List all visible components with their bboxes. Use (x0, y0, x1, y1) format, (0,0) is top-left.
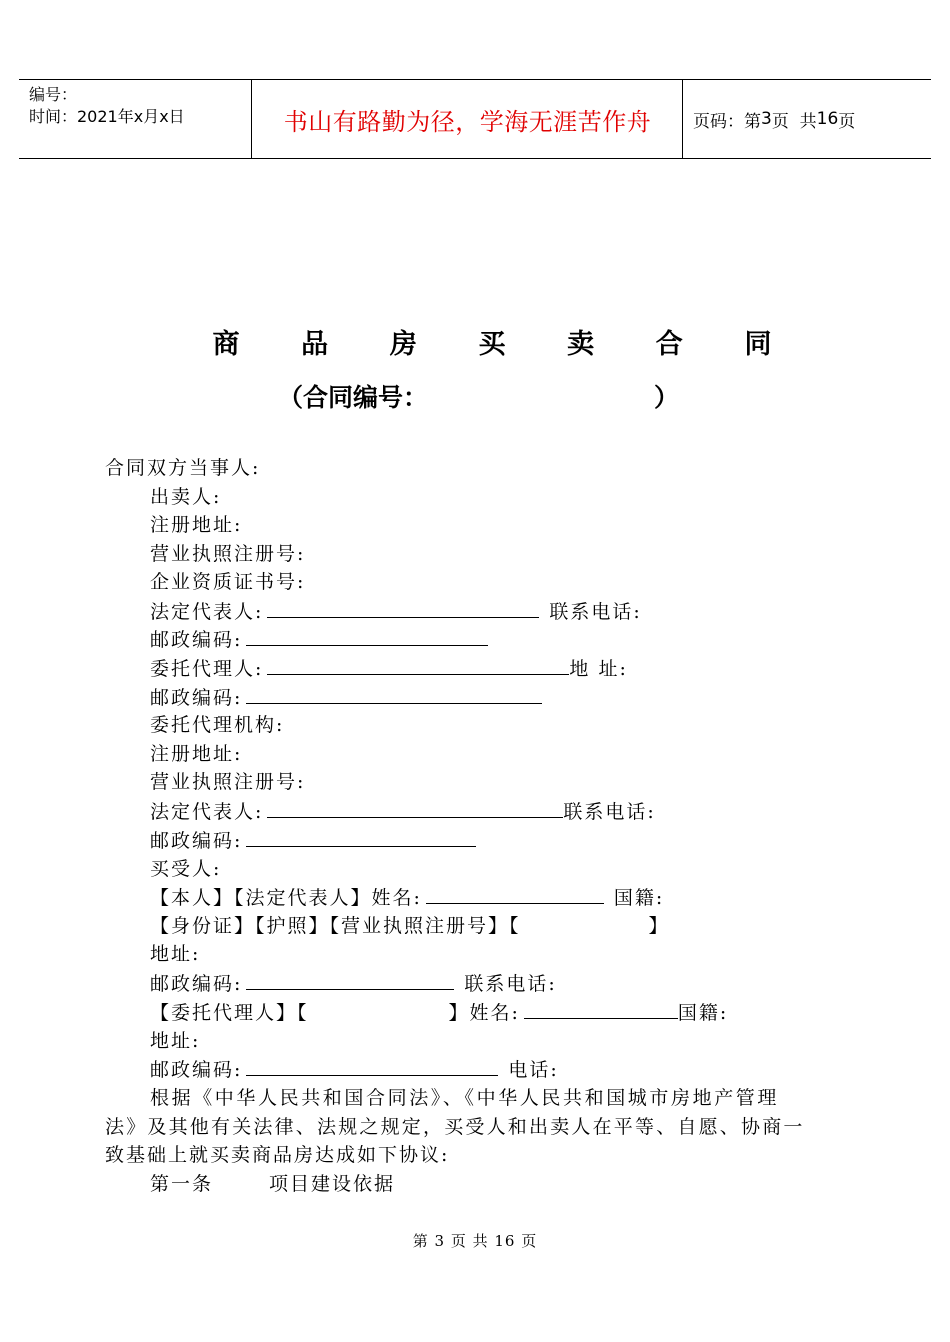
postcode-label: 邮政编码: (150, 687, 243, 709)
title-char: 商 (212, 329, 240, 360)
postcode-blank (246, 970, 454, 990)
seller-legal-rep-line (150, 598, 642, 625)
footer-total: 16 (494, 1232, 516, 1250)
postcode-blank (246, 626, 488, 646)
postcode-label: 邮政编码: (150, 973, 243, 995)
page-total: 16 (816, 109, 839, 129)
phone-label: 电话: (508, 1059, 559, 1081)
agency-postcode-line (150, 827, 480, 854)
title-char: 买 (478, 329, 506, 360)
bracket-close: 】 (648, 915, 670, 937)
agent-blank (267, 655, 569, 675)
buyer-agent-label: 【委托代理人】【 (150, 1002, 309, 1024)
contact-phone-label: 联系电话: (549, 601, 642, 623)
page-footer (0, 1230, 950, 1251)
contact-phone-label: 联系电话: (464, 973, 557, 995)
address-label: 地 址: (569, 658, 628, 680)
legal-rep-label: 法定代表人: (150, 601, 264, 623)
seller-label: 出卖人: (150, 486, 222, 508)
nationality-label: 国籍: (677, 1002, 729, 1024)
buyer-agent-line (150, 999, 728, 1026)
seller-postcode-line (150, 626, 492, 653)
buyer-id-types: 【身份证】【护照】【营业执照注册号】【 (150, 915, 521, 937)
postcode-blank (246, 1056, 498, 1076)
agency-license-no: 营业执照注册号: (150, 771, 306, 793)
postcode-label: 邮政编码: (150, 830, 243, 852)
preamble-line-3: 致基础上就买卖商品房达成如下协议: (105, 1144, 450, 1166)
header-page-indicator (693, 80, 931, 158)
title-char: 卖 (567, 329, 595, 360)
footer-prefix: 第 (412, 1232, 429, 1250)
contract-number-label: （合同编号： (278, 383, 429, 412)
header-meta (29, 84, 251, 128)
preamble-line-2: 法》及其他有关法律、法规之规定，买受人和出卖人在平等、自愿、协商一 (105, 1116, 805, 1138)
buyer-agent-address: 地址: (150, 1030, 201, 1052)
agent-label: 委托代理人: (150, 658, 264, 680)
article-number: 第一条 (150, 1173, 214, 1195)
buyer-agent-name-blank (524, 999, 678, 1019)
buyer-label: 买受人: (150, 858, 222, 880)
seller-qualification-no: 企业资质证书号: (150, 571, 306, 593)
contract-number-line (278, 378, 678, 418)
page-number: 3 (761, 109, 772, 129)
buyer-name-blank (426, 884, 604, 904)
buyer-name-label: 【本人】【法定代表人】姓名: (150, 887, 422, 909)
footer-mid: 页 共 (450, 1232, 489, 1250)
contact-phone-label: 联系电话: (563, 801, 656, 823)
page-prefix: 页码：第 (693, 111, 761, 132)
header-divider (682, 80, 683, 158)
preamble-line-1: 根据《中华人民共和国合同法》、《中华人民共和国城市房地产管理 (150, 1087, 780, 1109)
document-title (212, 322, 772, 361)
legal-rep-blank (267, 598, 539, 618)
article-1-line (150, 1171, 395, 1197)
title-char: 房 (389, 329, 417, 360)
page-suffix: 页 (838, 111, 856, 132)
buyer-agent-postcode-line (150, 1056, 559, 1083)
title-char: 同 (744, 329, 772, 360)
buyer-address: 地址: (150, 943, 201, 965)
postcode-blank (246, 684, 542, 704)
postcode-blank (246, 827, 476, 847)
parties-heading: 合同双方当事人: (105, 457, 261, 479)
page-header (19, 79, 931, 159)
contract-number-close: ） (654, 383, 680, 412)
buyer-name-line (150, 884, 664, 911)
footer-suffix: 页 (521, 1232, 538, 1250)
document-number-label: 编号： (29, 85, 78, 104)
article-title: 项目建设依据 (269, 1173, 396, 1195)
seller-license-no: 营业执照注册号: (150, 543, 306, 565)
header-motto: 书山有路勤为径，学海无涯苦作舟 (283, 107, 652, 136)
title-char: 品 (301, 329, 329, 360)
buyer-agent-name-label: 】姓名: (448, 1002, 520, 1024)
seller-reg-address: 注册地址: (150, 514, 243, 536)
title-char: 合 (655, 329, 683, 360)
footer-page-number: 3 (434, 1232, 446, 1250)
legal-rep-label: 法定代表人: (150, 801, 264, 823)
legal-rep-blank (267, 798, 563, 818)
seller-agent-line (150, 655, 628, 682)
agency-legal-rep-line (150, 798, 656, 825)
buyer-id-line (150, 913, 670, 939)
nationality-label: 国籍: (613, 887, 665, 909)
page-mid: 页 共 (771, 111, 817, 132)
document-date: 时间：2021年x月x日 (29, 107, 185, 126)
agency-reg-address: 注册地址: (150, 743, 243, 765)
postcode-label: 邮政编码: (150, 629, 243, 651)
buyer-postcode-line (150, 970, 557, 997)
seller-agent-postcode-line (150, 684, 546, 711)
agency-label: 委托代理机构: (150, 714, 285, 736)
postcode-label: 邮政编码: (150, 1059, 243, 1081)
